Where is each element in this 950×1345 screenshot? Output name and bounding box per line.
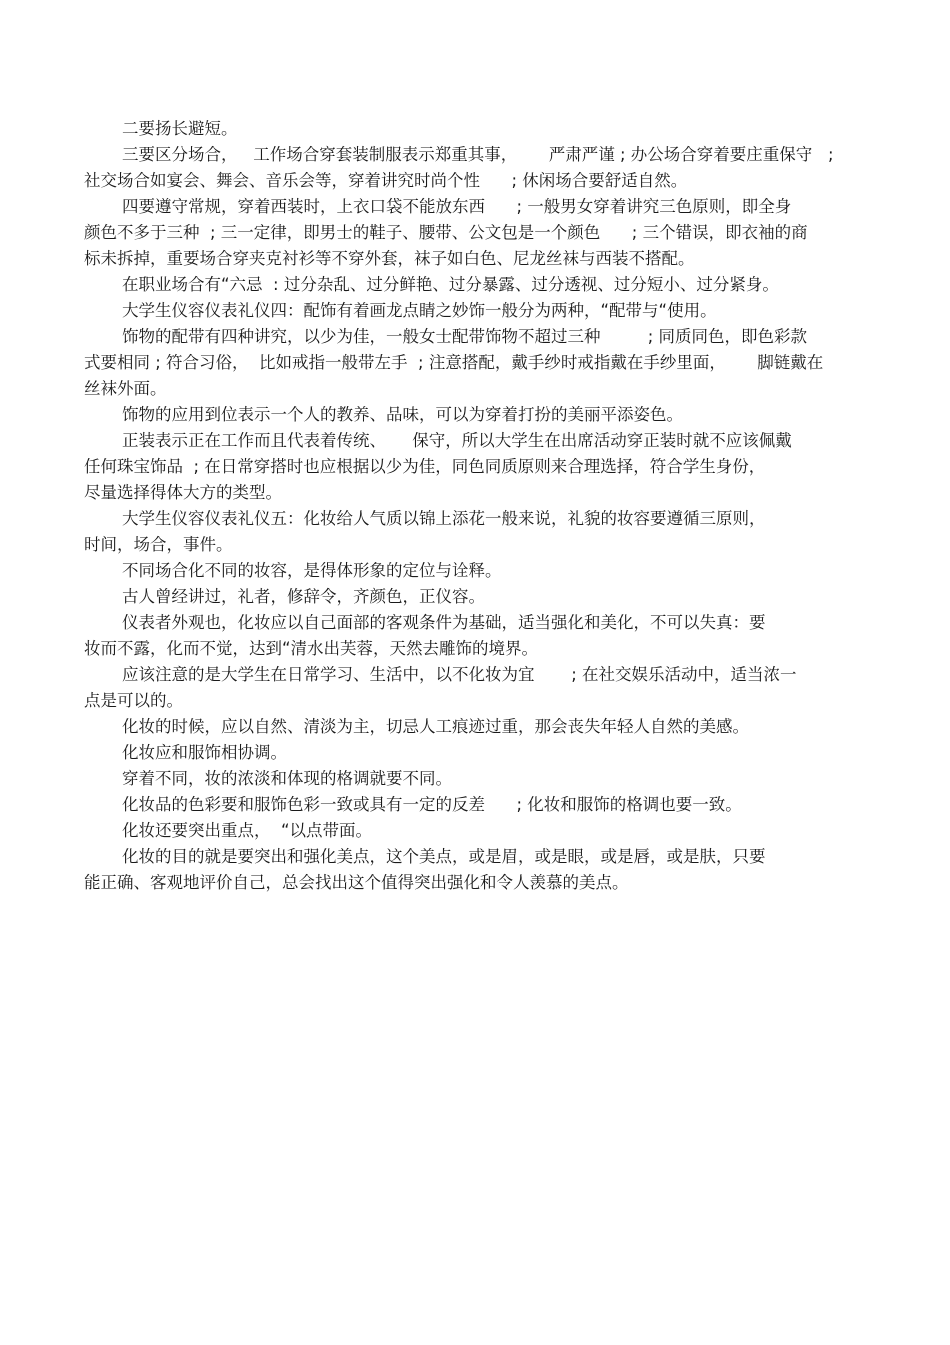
paragraph-line: 时间，场合，事件。 [84,535,233,554]
paragraph-line: 颜色不多于三种 ; 三一定律，即男士的鞋子、腰带、公文包是一个颜色 ; 三个错误，即衣袖的商 [84,223,808,242]
paragraph [84,714,874,740]
paragraph-first-line: 饰物的应用到位表示一个人的教养、品味，可以为穿着打扮的美丽平添姿色。 [122,405,683,424]
paragraph-first-line: 应该注意的是大学生在日常学习、生活中，以不化妆为宜 ; 在社交娱乐活动中，适当浓一 [122,665,797,684]
paragraph-line: 丝袜外面。 [84,379,167,398]
paragraph [84,506,874,558]
paragraph-first-line: 大学生仪容仪表礼仪四：配饰有着画龙点睛之妙饰一般分为两种，“配带与“使用。 [122,301,717,320]
paragraph [84,662,874,714]
paragraph-first-line: 化妆的时候，应以自然、清淡为主，切忌人工痕迹过重，那会丧失年轻人自然的美感。 [122,717,749,736]
paragraph-line: 能正确、客观地评价自己，总会找出这个值得突出强化和令人羡慕的美点。 [84,873,629,892]
paragraph [84,298,874,324]
paragraph-first-line: 化妆还要突出重点， “以点带面。 [122,821,373,840]
paragraph [84,740,874,766]
paragraph-line: 社交场合如宴会、舞会、音乐会等，穿着讲究时尚个性 ; 休闲场合要舒适自然。 [84,171,688,190]
paragraph [84,610,874,662]
paragraph [84,792,874,818]
paragraph-first-line: 二要扬长避短。 [122,119,238,138]
paragraph-first-line: 大学生仪容仪表礼仪五：化妆给人气质以锦上添花一般来说，礼貌的妆容要遵循三原则， [122,509,766,528]
paragraph-line: 任何珠宝饰品 ; 在日常穿搭时也应根据以少为佳，同色同质原则来合理选择，符合学生身份， [84,457,766,476]
paragraph-line: 标未拆掉，重要场合穿夹克衬衫等不穿外套，袜子如白色、尼龙丝袜与西装不搭配。 [84,249,695,268]
paragraph-first-line: 化妆应和服饰相协调。 [122,743,287,762]
paragraph-first-line: 仪表者外观也，化妆应以自己面部的客观条件为基础，适当强化和美化，不可以失真：要 [122,613,766,632]
paragraph [84,324,874,402]
paragraph-first-line: 不同场合化不同的妆容，是得体形象的定位与诠释。 [122,561,502,580]
paragraph [84,272,874,298]
paragraph-first-line: 穿着不同，妆的浓淡和体现的格调就要不同。 [122,769,452,788]
paragraph [84,402,874,428]
document-body [84,116,874,896]
paragraph-first-line: 化妆品的色彩要和服饰色彩一致或具有一定的反差 ; 化妆和服饰的格调也要一致。 [122,795,742,814]
paragraph [84,844,874,896]
paragraph [84,142,874,194]
paragraph-first-line: 三要区分场合， 工作场合穿套装制服表示郑重其事， 严肃严谨 ; 办公场合穿着要庄重保守 ; [122,145,834,164]
paragraph [84,116,874,142]
paragraph [84,428,874,506]
paragraph-line: 妆而不露，化而不觉，达到“清水出芙蓉，天然去雕饰的境界。 [84,639,539,658]
paragraph-first-line: 四要遵守常规，穿着西装时，上衣口袋不能放东西 ; 一般男女穿着讲究三色原则，即全身 [122,197,792,216]
paragraph [84,818,874,844]
paragraph-first-line: 在职业场合有“六忌 : 过分杂乱、过分鲜艳、过分暴露、过分透视、过分短小、过分紧身。 [122,275,779,294]
paragraph-first-line: 正装表示正在工作而且代表着传统、 保守，所以大学生在出席活动穿正装时就不应该佩戴 [122,431,792,450]
paragraph-line: 尽量选择得体大方的类型。 [84,483,282,502]
paragraph-line: 式要相同 ; 符合习俗， 比如戒指一般带左手 ; 注意搭配，戴手纱时戒指戴在手纱里面， 脚链戴在 [84,353,824,372]
paragraph [84,766,874,792]
paragraph [84,584,874,610]
paragraph-first-line: 化妆的目的就是要突出和强化美点，这个美点，或是眉，或是眼，或是唇，或是肤，只要 [122,847,766,866]
paragraph-line: 点是可以的。 [84,691,183,710]
paragraph-first-line: 饰物的配带有四种讲究，以少为佳，一般女士配带饰物不超过三种 ; 同质同色，即色彩款 [122,327,808,346]
paragraph [84,558,874,584]
paragraph [84,194,874,272]
paragraph-first-line: 古人曾经讲过，礼者，修辞令，齐颜色，正仪容。 [122,587,485,606]
